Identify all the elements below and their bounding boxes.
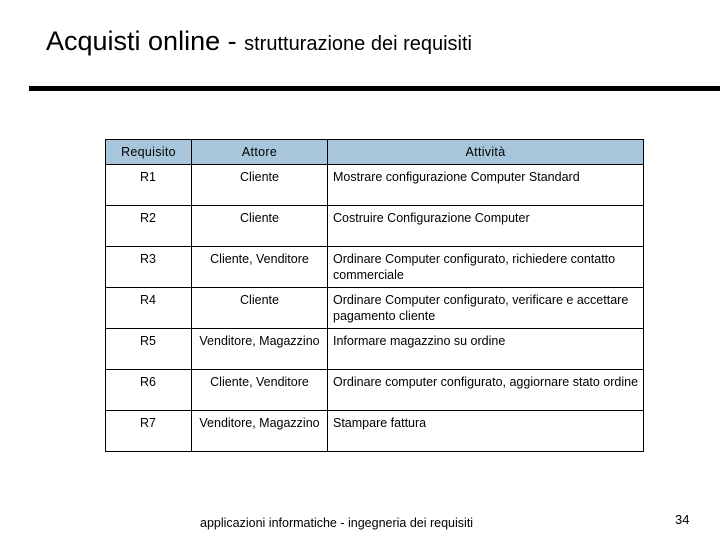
cell-requisito: R4 bbox=[140, 293, 156, 307]
cell-attivita: Informare magazzino su ordine bbox=[333, 334, 506, 348]
cell-attore: Venditore, Magazzino bbox=[199, 334, 320, 348]
cell-attivita: Ordinare Computer configurato, richiedere contatto commerciale bbox=[333, 252, 616, 282]
cell-attore: Venditore, Magazzino bbox=[199, 416, 320, 430]
cell-attivita: Ordinare Computer configurato, verificare e accettare pagamento cliente bbox=[333, 293, 629, 323]
table-row bbox=[106, 247, 644, 288]
cell-requisito: R2 bbox=[140, 211, 156, 225]
header-requisito: Requisito bbox=[106, 140, 192, 165]
slide-footer: applicazioni informatiche - ingegneria dei requisiti bbox=[200, 516, 474, 530]
cell-attore: Cliente bbox=[240, 211, 279, 225]
cell-requisito: R6 bbox=[140, 375, 156, 389]
requirements-table bbox=[105, 139, 644, 452]
cell-attivita: Costruire Configurazione Computer bbox=[333, 211, 530, 225]
title-divider bbox=[29, 86, 720, 91]
header-attore: Attore bbox=[192, 140, 328, 165]
cell-attore: Cliente, Venditore bbox=[210, 375, 309, 389]
cell-requisito: R1 bbox=[140, 170, 156, 184]
table-row bbox=[106, 165, 644, 206]
table-row bbox=[106, 329, 644, 370]
table-row bbox=[106, 370, 644, 411]
table-row bbox=[106, 206, 644, 247]
cell-attore: Cliente bbox=[240, 170, 279, 184]
cell-attore: Cliente bbox=[240, 293, 279, 307]
cell-attivita: Mostrare configurazione Computer Standard bbox=[333, 170, 580, 184]
cell-requisito: R7 bbox=[140, 416, 156, 430]
cell-requisito: R5 bbox=[140, 334, 156, 348]
cell-requisito: R3 bbox=[140, 252, 156, 266]
cell-attivita: Stampare fattura bbox=[333, 416, 427, 430]
cell-attivita: Ordinare computer configurato, aggiornare stato ordine bbox=[333, 375, 639, 389]
table-header-row bbox=[106, 140, 644, 165]
table-row bbox=[106, 288, 644, 329]
slide-title bbox=[46, 26, 472, 57]
header-attivita: Attività bbox=[328, 140, 644, 165]
table-row bbox=[106, 411, 644, 452]
page-number: 34 bbox=[675, 512, 690, 527]
cell-attore: Cliente, Venditore bbox=[210, 252, 309, 266]
slide-title-sub: strutturazione dei requisiti bbox=[244, 33, 472, 55]
slide-title-main: Acquisti online - bbox=[46, 26, 245, 56]
